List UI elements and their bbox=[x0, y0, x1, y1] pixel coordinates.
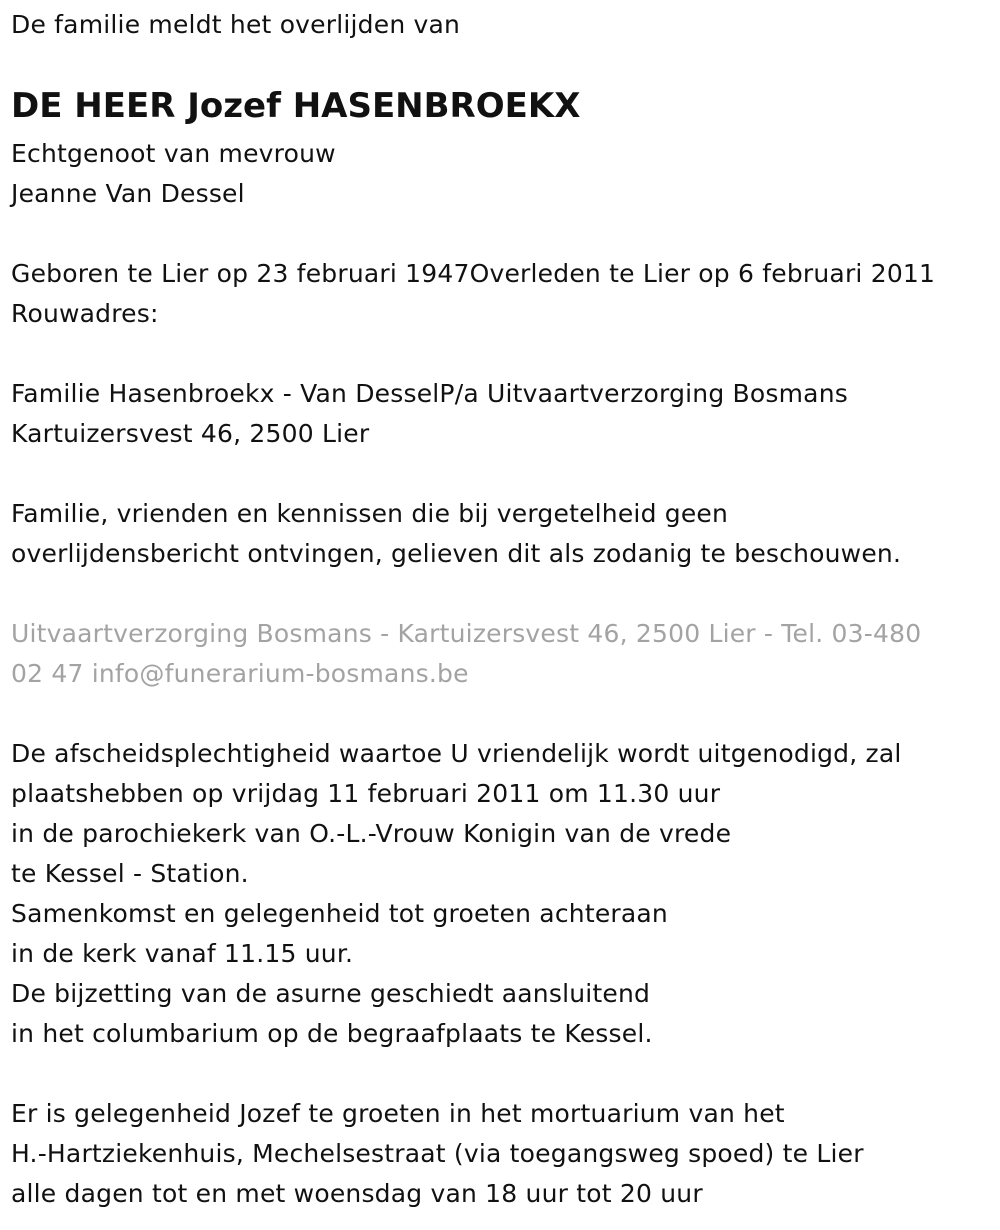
ceremony-line: De bijzetting van de asurne geschiedt aansluitend bbox=[11, 979, 651, 1008]
funeral-home-line-2: 02 47 info@funerarium-bosmans.be bbox=[11, 659, 469, 688]
funeral-home-line-1: Uitvaartverzorging Bosmans - Kartuizersvest 46, 2500 Lier - Tel. 03-480 bbox=[11, 619, 922, 648]
intro-text: De familie meldt het overlijden van bbox=[11, 10, 461, 39]
notice-line-1: Familie, vrienden en kennissen die bij vergetelheid geen bbox=[11, 499, 729, 528]
ceremony-line: Samenkomst en gelegenheid tot groeten achteraan bbox=[11, 899, 668, 928]
notice-line-2: overlijdensbericht ontvingen, gelieven dit als zodanig te beschouwen. bbox=[11, 539, 902, 568]
ceremony-line: te Kessel - Station. bbox=[11, 859, 249, 888]
spouse-label: Echtgenoot van mevrouw bbox=[11, 139, 336, 168]
visitation-line: Er is gelegenheid Jozef te groeten in het mortuarium van het bbox=[11, 1099, 785, 1128]
ceremony-line: plaatshebben op vrijdag 11 februari 2011 om 11.30 uur bbox=[11, 779, 721, 808]
visitation-line: alle dagen tot en met woensdag van 18 uur tot 20 uur bbox=[11, 1179, 703, 1208]
ceremony-line: De afscheidsplechtigheid waartoe U vriendelijk wordt uitgenodigd, zal bbox=[11, 739, 902, 768]
ceremony-line: in de kerk vanaf 11.15 uur. bbox=[11, 939, 354, 968]
address-line-2: Kartuizersvest 46, 2500 Lier bbox=[11, 419, 370, 448]
ceremony-line: in het columbarium op de begraafplaats te Kessel. bbox=[11, 1019, 653, 1048]
ceremony-line: in de parochiekerk van O.-L.-Vrouw Konigin van de vrede bbox=[11, 819, 732, 848]
deceased-name: DE HEER Jozef HASENBROEKX bbox=[11, 86, 581, 126]
address-label: Rouwadres: bbox=[11, 299, 159, 328]
visitation-line: H.-Hartziekenhuis, Mechelsestraat (via toegangsweg spoed) te Lier bbox=[11, 1139, 864, 1168]
birth-death-text: Geboren te Lier op 23 februari 1947Overleden te Lier op 6 februari 2011 bbox=[11, 259, 936, 288]
spouse-name: Jeanne Van Dessel bbox=[11, 179, 245, 208]
address-line-1: Familie Hasenbroekx - Van DesselP/a Uitvaartverzorging Bosmans bbox=[11, 379, 848, 408]
